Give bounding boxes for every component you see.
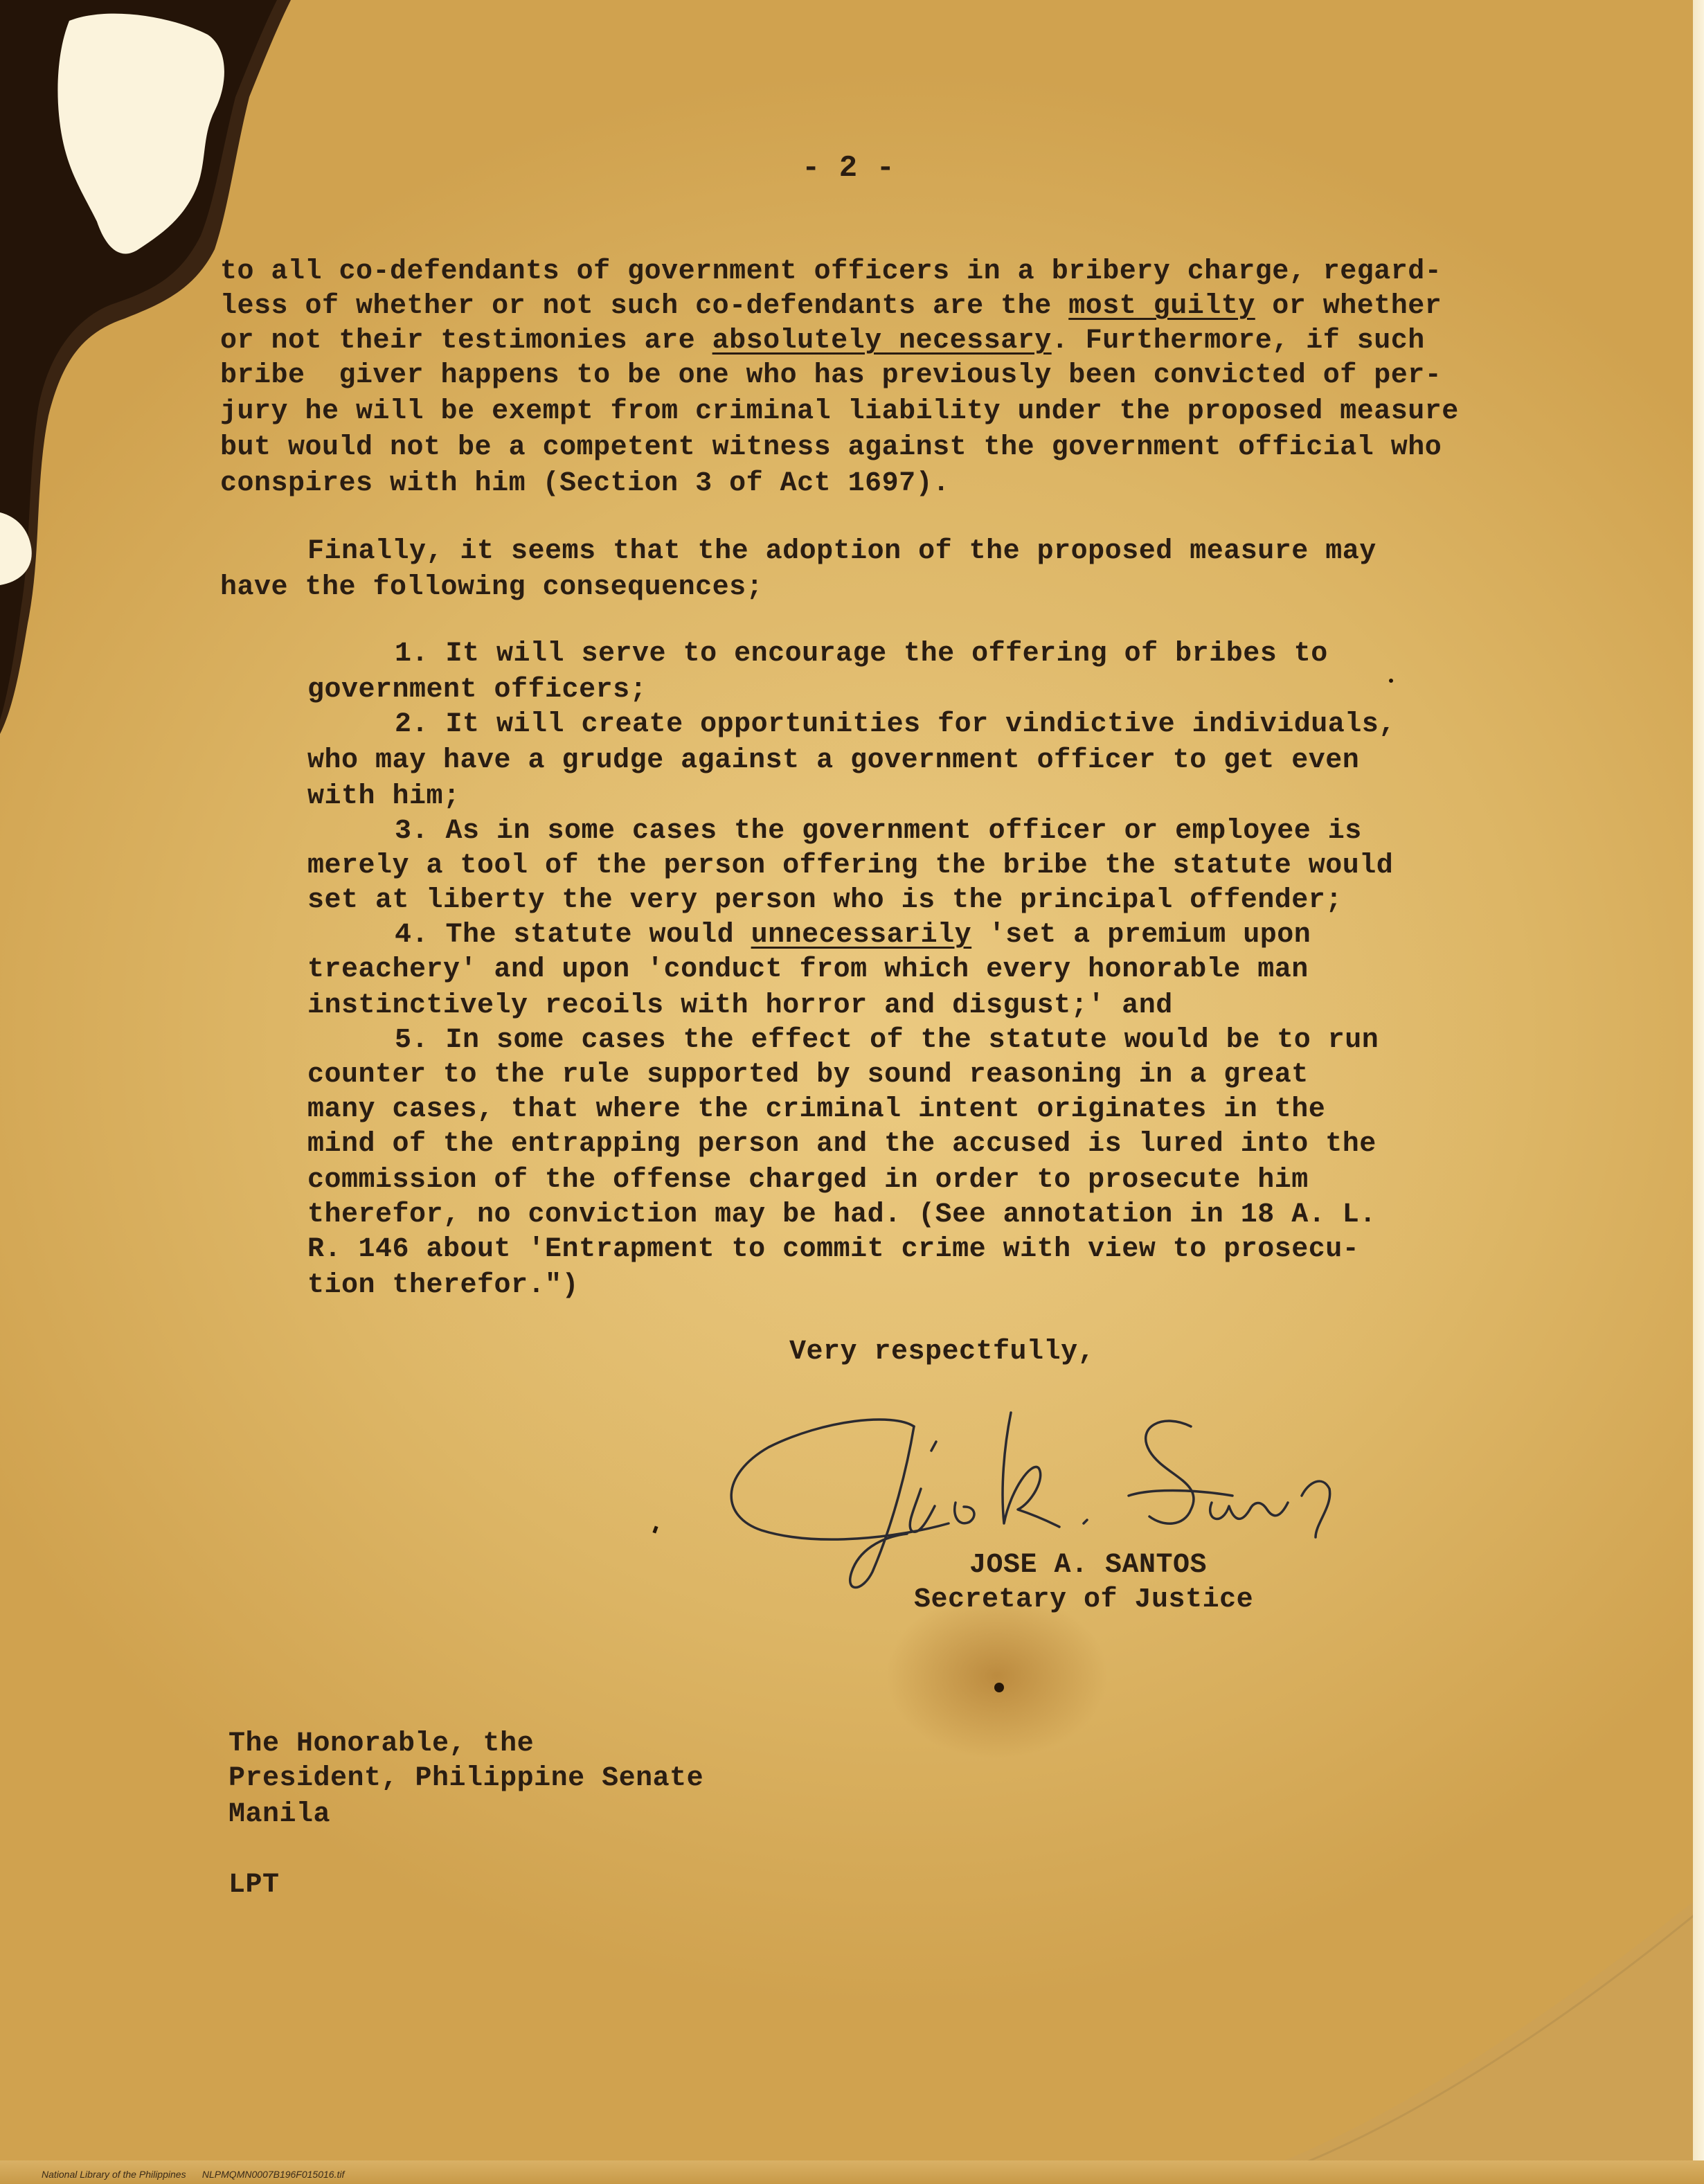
list-item: 2. It will create opportunities for vindictive individuals, bbox=[395, 709, 1396, 740]
corner-fold bbox=[1219, 1893, 1704, 2184]
list-item: set at liberty the very person who is the principal offender; bbox=[307, 885, 1343, 916]
list-item: counter to the rule supported by sound reasoning in a great bbox=[307, 1059, 1309, 1091]
ink-spot bbox=[1389, 679, 1393, 683]
body-line: less of whether or not such co-defendants are the most guilty or whether bbox=[220, 291, 1442, 322]
underlined-phrase: unnecessarily bbox=[751, 920, 972, 951]
list-item: 4. The statute would unnecessarily 'set a premium upon bbox=[395, 920, 1311, 951]
list-item: government officers; bbox=[307, 674, 647, 706]
body-line: have the following consequences; bbox=[220, 572, 764, 603]
body-line: conspires with him (Section 3 of Act 1697). bbox=[220, 468, 950, 499]
signatory-title: Secretary of Justice bbox=[914, 1584, 1254, 1615]
body-line: to all co-defendants of government officers in a bribery charge, regard- bbox=[220, 256, 1442, 287]
list-item: many cases, that where the criminal intent originates in the bbox=[307, 1094, 1326, 1125]
list-item: mind of the entrapping person and the accused is lured into the bbox=[307, 1129, 1376, 1160]
list-item: merely a tool of the person offering the bribe the statute would bbox=[307, 850, 1394, 881]
body-line: jury he will be exempt from criminal liability under the proposed measure bbox=[220, 396, 1459, 427]
body-line: bribe giver happens to be one who has previously been convicted of per- bbox=[220, 360, 1442, 391]
list-item: who may have a grudge against a government officer to get even bbox=[307, 745, 1360, 776]
underlined-phrase: absolutely necessary bbox=[712, 325, 1052, 357]
list-item: R. 146 about 'Entrapment to commit crime with view to prosecu- bbox=[307, 1234, 1360, 1265]
scan-footer bbox=[0, 2160, 1704, 2184]
addressee-line: Manila bbox=[228, 1799, 331, 1830]
page-edge bbox=[1693, 0, 1704, 2184]
body-line: or not their testimonies are absolutely necessary. Furthermore, if such bbox=[220, 325, 1425, 357]
list-item: 3. As in some cases the government officer or employee is bbox=[395, 816, 1362, 847]
body-line: Finally, it seems that the adoption of the proposed measure may bbox=[307, 536, 1376, 567]
list-item: commission of the offense charged in order to prosecute him bbox=[307, 1165, 1309, 1196]
list-item: treachery' and upon 'conduct from which every honorable man bbox=[307, 954, 1309, 985]
typist-initials: LPT bbox=[228, 1870, 280, 1901]
list-item: 5. In some cases the effect of the statute would be to run bbox=[395, 1025, 1379, 1056]
body-line: but would not be a competent witness against the government official who bbox=[220, 432, 1442, 463]
closing-salutation: Very respectfully, bbox=[789, 1336, 1095, 1368]
addressee-line: The Honorable, the bbox=[228, 1728, 535, 1760]
list-item: 1. It will serve to encourage the offering of bribes to bbox=[395, 638, 1328, 670]
ink-spot bbox=[652, 1525, 658, 1533]
page-number: - 2 - bbox=[802, 151, 895, 186]
list-item: instinctively recoils with horror and disgust;' and bbox=[307, 990, 1173, 1021]
footer-caption: National Library of the Philippines NLPMQMN0007B196F015016.tif bbox=[42, 2169, 345, 2180]
addressee-line: President, Philippine Senate bbox=[228, 1763, 704, 1794]
list-item: tion therefor.") bbox=[307, 1270, 580, 1301]
underlined-phrase: most guilty bbox=[1068, 291, 1255, 322]
list-item: with him; bbox=[307, 781, 460, 812]
signatory-name: JOSE A. SANTOS bbox=[969, 1550, 1208, 1581]
list-item: therefor, no conviction may be had. (See annotation in 18 A. L. bbox=[307, 1199, 1376, 1230]
ink-spot bbox=[994, 1683, 1004, 1692]
